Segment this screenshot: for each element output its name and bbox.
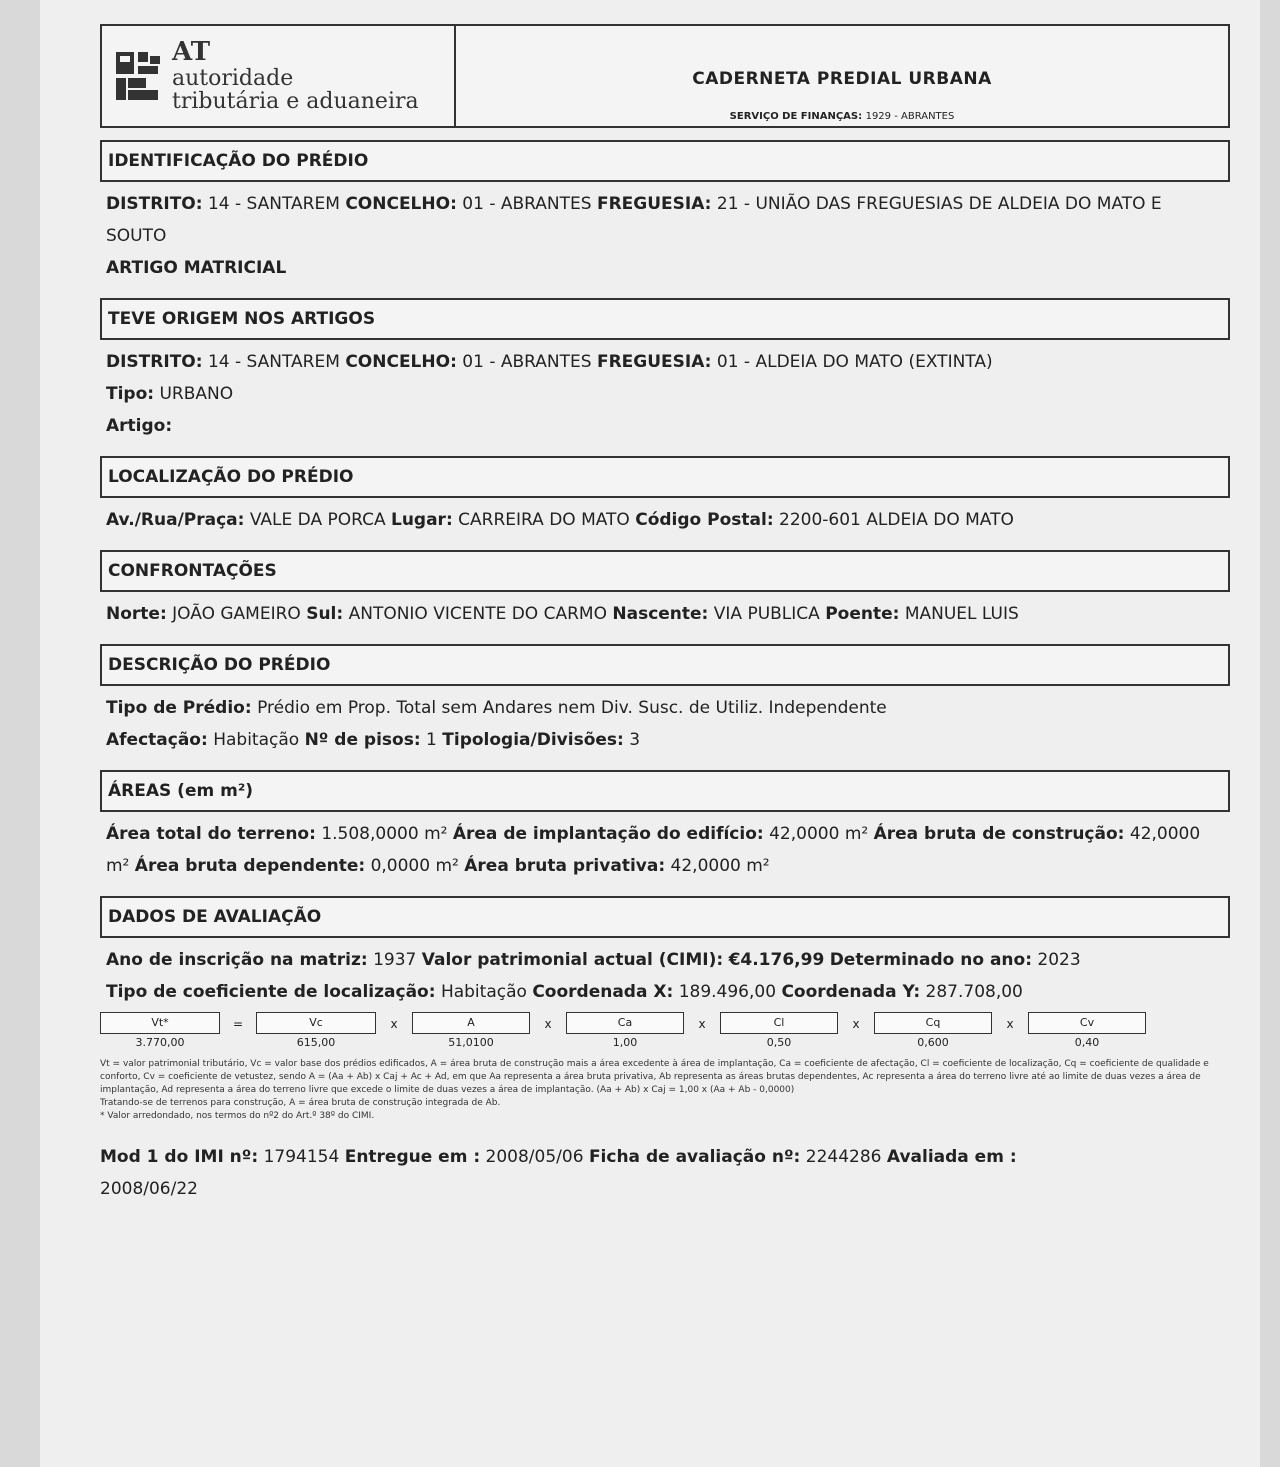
at-emblem-icon [114, 48, 162, 104]
mod-imi-line: Mod 1 do IMI nº: 1794154 Entregue em : 2008/05/06 Ficha de avaliação nº: 2244286 Avaliada em : 2008/06/22 [100, 1147, 1017, 1199]
descricao-content: Tipo de Prédio: Prédio em Prop. Total sem Andares nem Div. Susc. de Utiliz. Independente Afectação: Habitação Nº de pisos: 1 Tipologia/Divisões: 3 [106, 698, 887, 750]
origem-content: DISTRITO: 14 - SANTAREM CONCELHO: 01 - ABRANTES FREGUESIA: 01 - ALDEIA DO MATO (EXTINTA) Tipo: URBANO Artigo: [106, 352, 993, 436]
section-identificacao: IDENTIFICAÇÃO DO PRÉDIO [100, 140, 1230, 182]
formula-a: A 51,0100 [412, 1012, 530, 1052]
section-confrontacoes: CONFRONTAÇÕES [100, 550, 1230, 592]
document-title: CADERNETA PREDIAL URBANA [692, 69, 992, 89]
formula-cv: Cv 0,40 [1028, 1012, 1146, 1052]
section-areas: ÁREAS (em m²) [100, 770, 1230, 812]
confrontacoes-content: Norte: JOÃO GAMEIRO Sul: ANTONIO VICENTE DO CARMO Nascente: VIA PUBLICA Poente: MANUEL LUIS [106, 604, 1019, 624]
document-header [100, 24, 1230, 128]
vpt-value: €4.176,99 [728, 950, 825, 970]
localizacao-content: Av./Rua/Praça: VALE DA PORCA Lugar: CARREIRA DO MATO Código Postal: 2200-601 ALDEIA DO MATO [106, 510, 1014, 530]
logo-line2: tributária e aduaneira [172, 88, 419, 114]
formula-ca: Ca 1,00 [566, 1012, 684, 1052]
identificacao-content: DISTRITO: 14 - SANTAREM CONCELHO: 01 - ABRANTES FREGUESIA: 21 - UNIÃO DAS FREGUESIAS DE ALDEIA DO MATO E SOUTO ARTIGO MATRICIAL [106, 194, 1162, 278]
section-localizacao: LOCALIZAÇÃO DO PRÉDIO [100, 456, 1230, 498]
formula-vt: $\frac{Vt*}{3.770,00}$ [100, 1012, 220, 1052]
formula-cq: Cq 0,600 [874, 1012, 992, 1052]
at-logo [102, 26, 456, 126]
formula-footnote: Vt = valor patrimonial tributário, Vc = valor base dos prédios edificados, A = área bruta de construção mais a área excedente à área de implantação, Ca = coeficiente de afectação, Cl = coeficiente de localização, Cq = coeficiente de qualidade e conforto, Cv = coeficiente de vetustez, sendo A = (Aa + Ab) x Caj + Ac + Ad, em que Aa representa a área bruta privativa, Ab representa as áreas brutas dependentes, Ac representa a área do terreno livre até ao limite de duas vezes a área de implantação, Ad representa a área do terreno livre que excede o limite de duas vezes a área de implantação. (Aa + Ab) x Caj = 1,00 x (Aa + Ab - 0,0000) Tratando-se de terrenos para construção, A = área bruta de construção integrada de Ab. * Valor arredondado, nos termos do nº2 do Art.º 38º do CIMI. [100, 1059, 1209, 1121]
service-line [730, 111, 955, 122]
title-box [456, 26, 1228, 126]
formula-vc: $\frac{Vc}{615,00}$ [256, 1012, 376, 1052]
section-origem: TEVE ORIGEM NOS ARTIGOS [100, 298, 1230, 340]
valuation-formula: $\frac{Vt*}{3.770,00}$ = $\frac{Vc}{615,00}$ x A 51,0100 x Ca 1,00 x Cl 0,50 x Cq 0,600 x Cv 0,40 [100, 1012, 1230, 1052]
service-value: 1929 - ABRANTES [865, 111, 955, 122]
formula-cl: Cl 0,50 [720, 1012, 838, 1052]
areas-content: Área total do terreno: 1.508,0000 m² Área de implantação do edifício: 42,0000 m² Área bruta de construção: 42,0000 m² Área bruta dependente: 0,0000 m² Área bruta privativa: 42,0000 m² [106, 824, 1201, 876]
section-avaliacao: DADOS DE AVALIAÇÃO [100, 896, 1230, 938]
caderneta-document [100, 24, 1230, 1205]
service-label: SERVIÇO DE FINANÇAS: [729, 111, 863, 122]
artigo-matricial-label: ARTIGO MATRICIAL [106, 258, 287, 278]
section-descricao: DESCRIÇÃO DO PRÉDIO [100, 644, 1230, 686]
avaliacao-content: Ano de inscrição na matriz: 1937 Valor patrimonial actual (CIMI): €4.176,99 Determinado no ano: 2023 Tipo de coeficiente de localização: Habitação Coordenada X: 189.496,00 Coordenada Y: 287.708,00 [106, 950, 1081, 1002]
logo-line1: autoridade [172, 65, 294, 91]
document-sheet [40, 0, 1260, 1467]
logo-at-text: AT [172, 37, 211, 68]
